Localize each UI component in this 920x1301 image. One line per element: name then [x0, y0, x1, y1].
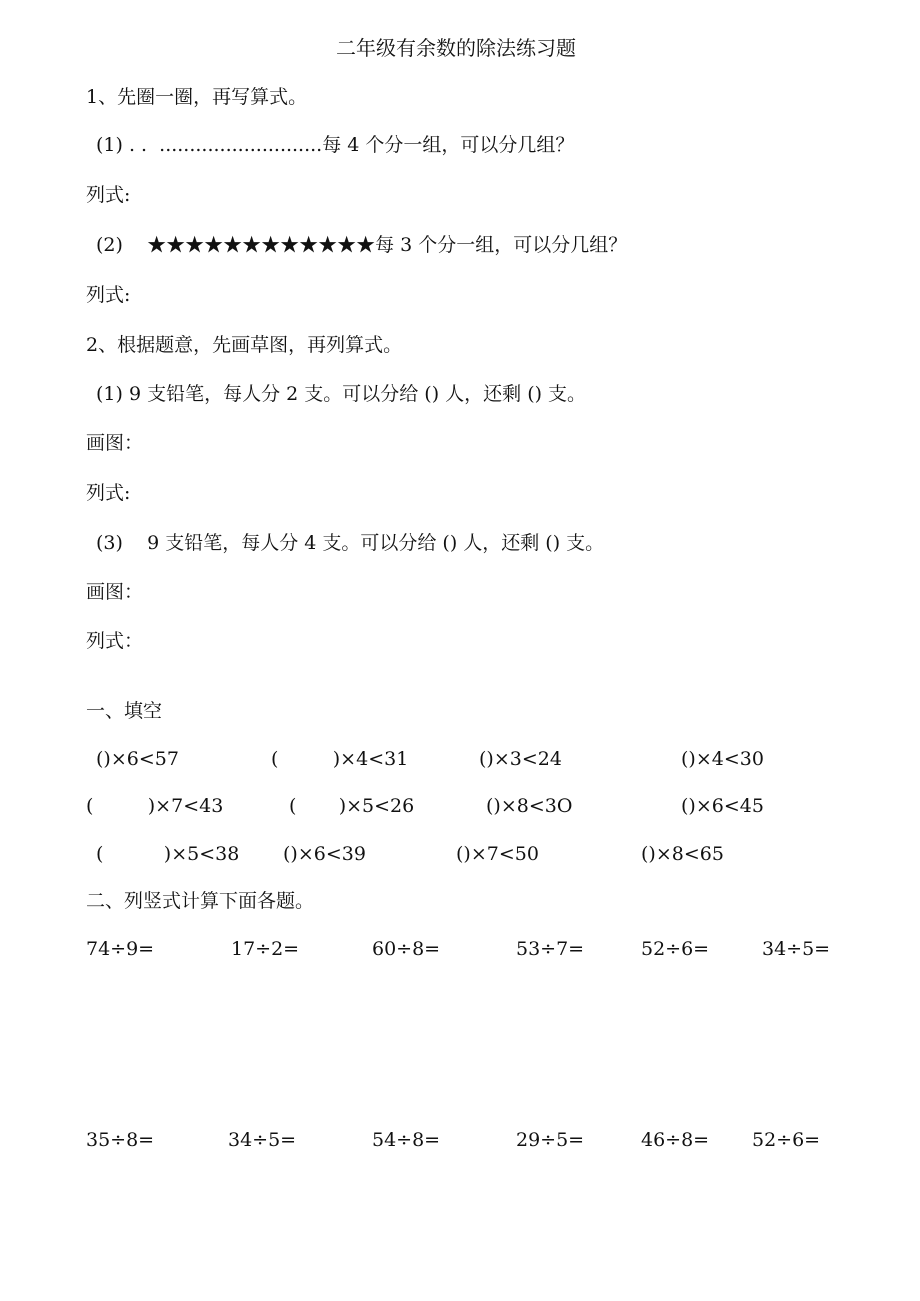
calc-problem: 17÷2= — [231, 938, 300, 960]
calc-problem: 46÷8= — [641, 1129, 710, 1151]
answer-label-1-1: 列式: — [86, 184, 131, 206]
calc-problem: 29÷5= — [516, 1129, 585, 1151]
formula-label-2-3: 列式： — [86, 630, 144, 652]
vertical-calc-heading: 二、列竖式计算下面各题。 — [86, 890, 315, 912]
calc-problem: 35÷8= — [86, 1129, 155, 1151]
fill-blank-heading: 一、填空 — [86, 700, 163, 722]
question-1-1: (1) . . ...........................每 4 个分一组，可以分几组？ — [96, 134, 575, 156]
fill-blank-item: ()×7<50 — [456, 843, 539, 865]
fill-blank-item: ()×3<24 — [479, 748, 562, 770]
draw-label-2-1: 画图： — [86, 432, 144, 454]
section-1-heading: 1、先圈一圈，再写算式。 — [86, 86, 308, 108]
fill-blank-item: ()×8<3O — [486, 795, 573, 817]
question-2-1: (1) 9 支铅笔，每人分 2 支。可以分给 () 人，还剩 () 支。 — [96, 383, 587, 405]
fill-blank-item: ()×6<57 — [96, 748, 179, 770]
calc-problem: 34÷5= — [762, 938, 831, 960]
answer-label-1-2: 列式: — [86, 284, 131, 306]
fill-blank-item: ( )×5<38 — [96, 843, 240, 865]
fill-blank-item: ()×4<30 — [681, 748, 764, 770]
calc-problem: 74÷9= — [86, 938, 155, 960]
calc-problem: 52÷6= — [752, 1129, 821, 1151]
section-2-heading: 2、根据题意，先画草图，再列算式。 — [86, 334, 403, 356]
fill-blank-item: ()×6<39 — [283, 843, 366, 865]
fill-blank-item: ( )×4<31 — [271, 748, 409, 770]
question-2-3: (3) 9 支铅笔，每人分 4 支。可以分给 () 人，还剩 () 支。 — [96, 532, 605, 554]
calc-problem: 54÷8= — [372, 1129, 441, 1151]
fill-blank-item: ()×6<45 — [681, 795, 764, 817]
question-1-2: (2) ★★★★★★★★★★★★每 3 个分一组，可以分几组？ — [96, 234, 628, 256]
fill-blank-item: ( )×7<43 — [86, 795, 224, 817]
fill-blank-item: ( )×5<26 — [289, 795, 415, 817]
draw-label-2-3: 画图： — [86, 581, 144, 603]
formula-label-2-1: 列式: — [86, 482, 131, 504]
calc-problem: 60÷8= — [372, 938, 441, 960]
calc-problem: 53÷7= — [516, 938, 585, 960]
calc-problem: 52÷6= — [641, 938, 710, 960]
page-title: 二年级有余数的除法练习题 — [336, 36, 576, 60]
fill-blank-item: ()×8<65 — [641, 843, 724, 865]
calc-problem: 34÷5= — [228, 1129, 297, 1151]
